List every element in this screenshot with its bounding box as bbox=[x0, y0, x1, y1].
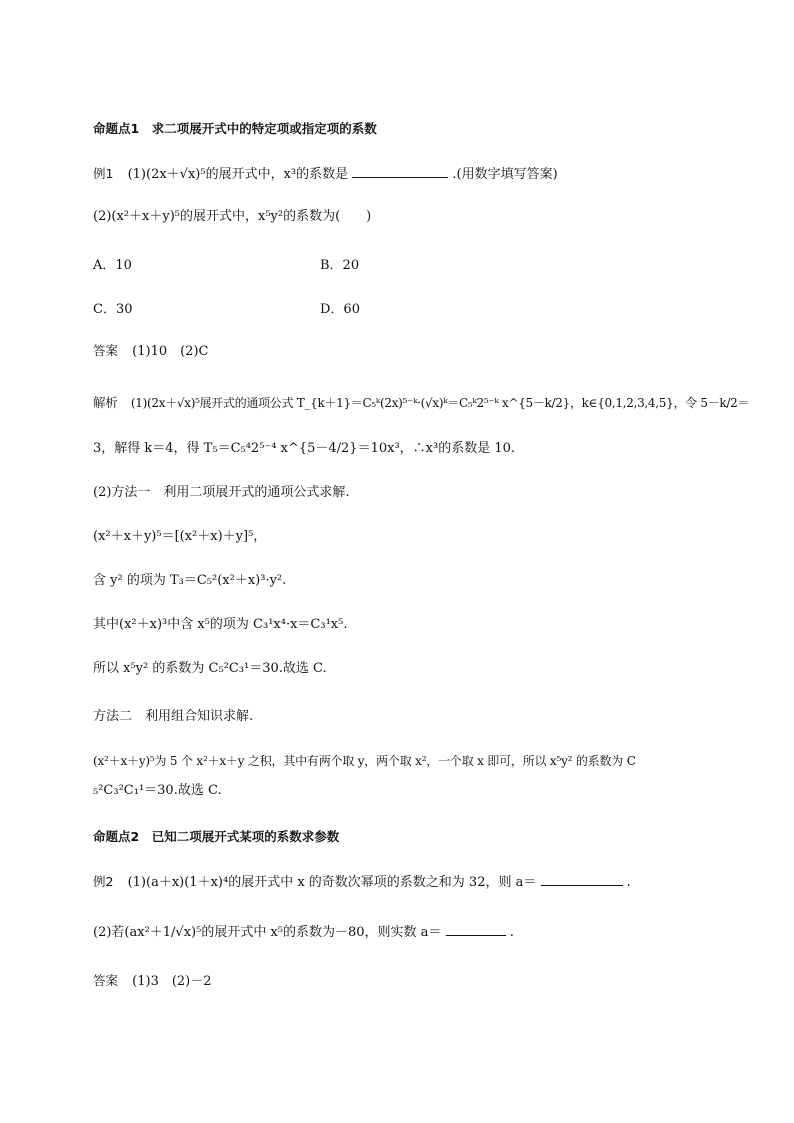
example-2-q2-suffix: . bbox=[509, 925, 514, 940]
example-2-q2-text: (2)若(ax²＋1/√x)⁵的展开式中 x⁵的系数为－80，则实数 a＝ bbox=[93, 925, 442, 940]
analysis-line-1 bbox=[93, 394, 750, 412]
example-1-q1-suffix: .(用数字填写答案) bbox=[452, 167, 558, 182]
answer-text-2: (1)3 (2)－2 bbox=[132, 974, 212, 989]
option-d: D．60 bbox=[320, 302, 360, 317]
analysis-text-1: (1)(2x＋√x)⁵展开式的通项公式 T_{k＋1}＝C₅ᵏ(2x)⁵⁻ᵏ·(√x)ᵏ＝C₅ᵏ2⁵⁻ᵏ x^{5－k/2}，k∈{0,1,2,3,4,5}，令 5－k/2＝ bbox=[130, 396, 750, 410]
method-1-line-3: 其中(x²＋x)³中含 x⁵的项为 C₃¹x⁴·x＝C₃¹x⁵. bbox=[93, 617, 348, 632]
method-2-line-2: ₅²C₃²C₁¹＝30.故选 C. bbox=[93, 783, 222, 798]
method-2-line-1: (x²＋x＋y)⁵为 5 个 x²＋x＋y 之积，其中有两个取 y，两个取 x²，一个取 x 即可，所以 x⁵y² 的系数为 C bbox=[93, 754, 636, 768]
example-2-label: 例2 bbox=[93, 874, 114, 889]
answer-blank-1 bbox=[352, 164, 448, 178]
example-2-question-2 bbox=[93, 922, 734, 942]
method-1-line-4: 所以 x⁵y² 的系数为 C₅²C₃¹＝30.故选 C. bbox=[93, 661, 327, 676]
analysis-line-2: 3，解得 k＝4，得 T₅＝C₅⁴2⁵⁻⁴ x^{5－4/2}＝10x³，∴x³的系数是 10. bbox=[93, 441, 516, 456]
heading-2: 命题点2 已知二项展开式某项的系数求参数 bbox=[93, 829, 340, 844]
option-b: B．20 bbox=[320, 258, 360, 273]
example-1-answer bbox=[93, 342, 734, 361]
example-1-question-1 bbox=[93, 164, 734, 184]
method-1-title: (2)方法一 利用二项展开式的通项公式求解. bbox=[93, 485, 350, 500]
method-1-line-1: (x²＋x＋y)⁵＝[(x²＋x)＋y]⁵， bbox=[93, 529, 267, 544]
option-a: A．10 bbox=[93, 258, 132, 273]
example-2-q1-suffix: . bbox=[626, 875, 631, 890]
method-2-title: 方法二 利用组合知识求解. bbox=[93, 709, 254, 724]
example-2-question-1 bbox=[93, 872, 734, 892]
analysis-label: 解析 bbox=[93, 395, 118, 410]
option-c: C．30 bbox=[93, 302, 133, 317]
example-1-question-2: (2)(x²＋x＋y)⁵的展开式中，x⁵y²的系数为( ) bbox=[93, 209, 372, 224]
example-1-label: 例1 bbox=[93, 166, 114, 181]
answer-label-1: 答案 bbox=[93, 343, 119, 358]
method-1-line-2: 含 y² 的项为 T₃＝C₅²(x²＋x)³·y². bbox=[93, 573, 287, 588]
example-2-answer bbox=[93, 972, 734, 991]
answer-blank-3 bbox=[446, 922, 506, 936]
example-1-q1-text: (1)(2x＋√x)⁵的展开式中，x³的系数是 bbox=[127, 167, 349, 182]
heading-1: 命题点1 求二项展开式中的特定项或指定项的系数 bbox=[93, 121, 377, 136]
answer-text-1: (1)10 (2)C bbox=[132, 344, 209, 359]
answer-label-2: 答案 bbox=[93, 973, 119, 988]
example-2-q1-text: (1)(a＋x)(1＋x)⁴的展开式中 x 的奇数次幂项的系数之和为 32，则 a＝ bbox=[127, 875, 537, 890]
answer-blank-2 bbox=[541, 872, 623, 886]
